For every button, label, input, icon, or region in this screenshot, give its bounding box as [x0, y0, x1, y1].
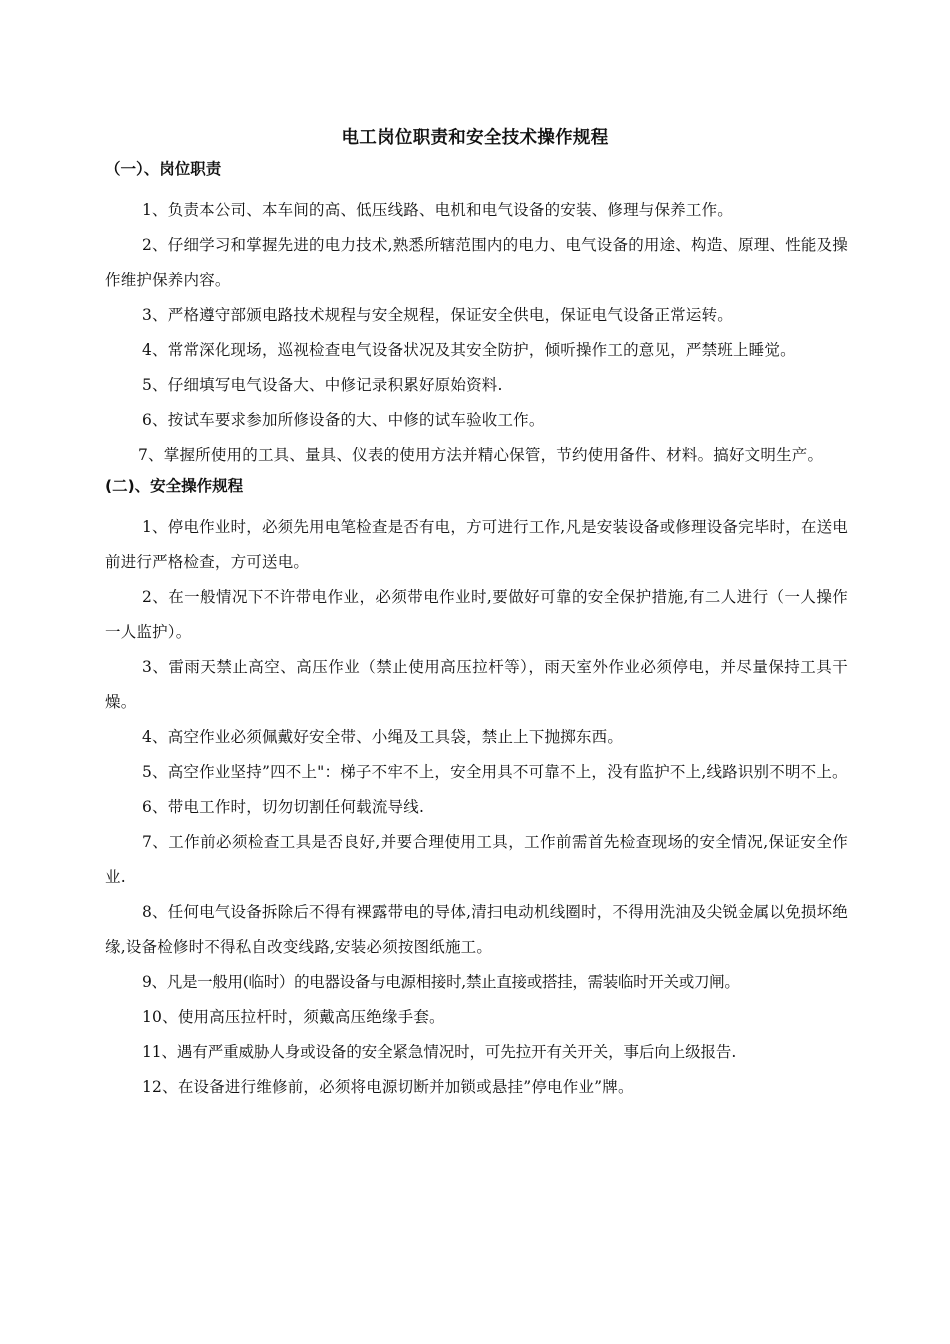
- safety-item-5: 5、高空作业坚持”四不上"：梯子不牢不上，安全用具不可靠不上，没有监护不上,线路识别不明不上。: [142, 763, 848, 781]
- duty-item-1: 1、负责本公司、本车间的高、低压线路、电机和电气设备的安装、修理与保养工作。: [142, 201, 733, 219]
- safety-item-3: 3、雷雨天禁止高空、高压作业（禁止使用高压拉杆等），雨天室外作业必须停电，并尽量保持工具干燥。: [105, 658, 848, 711]
- safety-item-7: 7、工作前必须检查工具是否良好,并要合理使用工具，工作前需首先检查现场的安全情况,保证安全作业.: [105, 833, 848, 886]
- duty-item-2: 2、仔细学习和掌握先进的电力技术,熟悉所辖范围内的电力、电气设备的用途、构造、原理、性能及操作维护保养内容。: [105, 236, 848, 289]
- safety-item-12: 12、在设备进行维修前，必须将电源切断并加锁或悬挂”停电作业”牌。: [142, 1078, 634, 1096]
- safety-item-1: 1、停电作业时，必须先用电笔检查是否有电，方可进行工作,凡是安装设备或修理设备完毕时，在送电前进行严格检查，方可送电。: [105, 518, 848, 571]
- section-heading-duties: （一）、岗位职责: [105, 160, 222, 178]
- safety-item-4: 4、高空作业必须佩戴好安全带、小绳及工具袋，禁止上下抛掷东西。: [142, 728, 624, 746]
- safety-item-8: 8、任何电气设备拆除后不得有裸露带电的导体,清扫电动机线圈时，不得用洗油及尖锐金属以免损坏绝缘,设备检修时不得私自改变线路,安装必须按图纸施工。: [105, 903, 848, 956]
- safety-item-9: 9、凡是一般用(临时）的电器设备与电源相接时,禁止直接或搭挂，需装临时开关或刀闸。: [142, 973, 740, 991]
- safety-item-2: 2、在一般情况下不许带电作业，必须带电作业时,要做好可靠的安全保护措施,有二人进行（一人操作一人监护）。: [105, 588, 848, 641]
- duty-item-3: 3、严格遵守部颁电路技术规程与安全规程，保证安全供电，保证电气设备正常运转。: [142, 306, 733, 324]
- document-title: 电工岗位职责和安全技术操作规程: [341, 128, 609, 148]
- duty-item-6: 6、按试车要求参加所修设备的大、中修的试车验收工作。: [142, 411, 545, 429]
- document-body: [105, 158, 848, 1105]
- safety-item-10: 10、使用高压拉杆时，须戴高压绝缘手套。: [142, 1008, 445, 1026]
- duty-item-4: 4、常常深化现场，巡视检查电气设备状况及其安全防护，倾听操作工的意见，严禁班上睡觉。: [142, 341, 796, 359]
- section-heading-safety: (二)、安全操作规程: [105, 477, 244, 495]
- safety-item-6: 6、带电工作时，切勿切割任何载流导线.: [142, 798, 425, 816]
- duty-item-7: 7、掌握所使用的工具、量具、仪表的使用方法并精心保管，节约使用备件、材料。搞好文明生产。: [138, 446, 824, 464]
- duty-item-5: 5、仔细填写电气设备大、中修记录积累好原始资料.: [142, 376, 503, 394]
- safety-item-11: 11、遇有严重威胁人身或设备的安全紧急情况时，可先拉开有关开关，事后向上级报告.: [142, 1043, 737, 1061]
